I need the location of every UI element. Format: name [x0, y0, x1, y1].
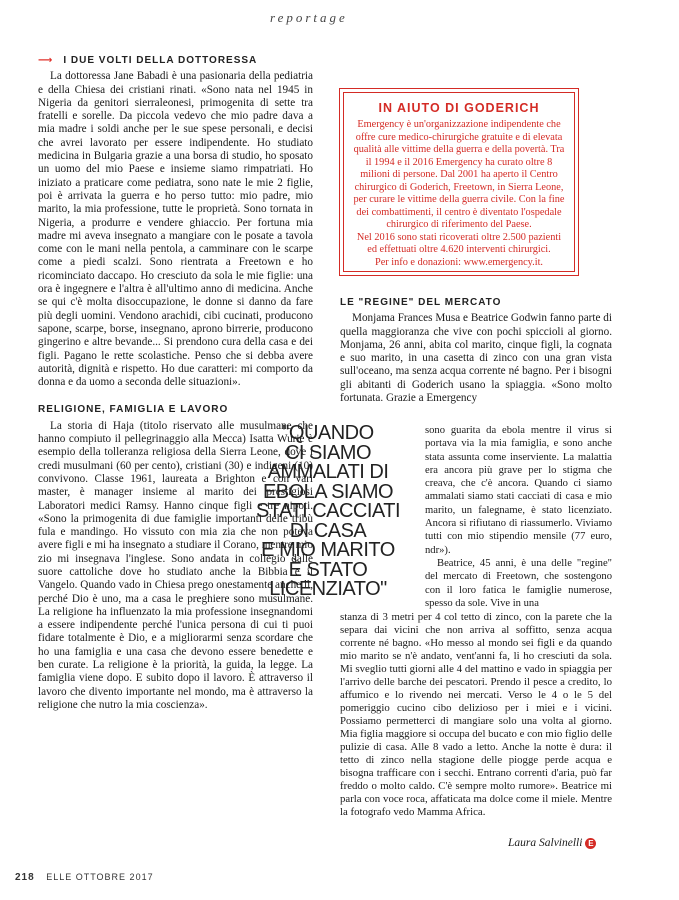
- subheading-doctor: ⟶ I DUE VOLTI DELLA DOTTORESSA: [38, 55, 258, 66]
- box-paragraph: Per info e donazioni: www.emergency.it.: [374, 256, 544, 268]
- subheading-religion: RELIGIONE, FAMIGLIA E LAVORO: [38, 404, 229, 416]
- page-number: 218: [15, 872, 35, 883]
- info-box: [343, 92, 575, 272]
- arrow-icon: ⟶: [38, 55, 54, 66]
- elle-logo-icon: E: [585, 838, 596, 849]
- byline: Laura Salvinelli E: [508, 837, 596, 849]
- pull-quote: "QUANDO CI SIAMO AMMALATI DI EBOLA SIAMO STATI CACCIATI DI CASA E MIO MARITO È STATO LICENZIATO": [255, 422, 401, 600]
- paragraph-monjama: sono guarita da ebola mentre il virus si portava via la mia famiglia, e sono anche stata assunta come inserviente. La malattia era ancora più grave per lo stigma che creava, che c'è ancora. Quando ci siamo ammalati siamo stati cacciati di casa e mio marito, un falegname, è stato licenziato. Ancora si rifiutano di riassumerlo. Viviamo tutti con mio stipendio mensile (77 euro, ndr»).: [425, 425, 612, 556]
- left-column: [38, 54, 313, 712]
- paragraph-beatrice-cont: stanza di 3 metri per 4 col tetto di zinco, con la parete che la separa dai vicini che non arriva al soffitto, senza acqua corrente né bagno. «Ho messo al mondo sei figli e da quando mio marito se n'è andato, vent'anni fa, li ho cresciuti da sola. Mi sveglio tutti giorni alle 4 del mattino e vado in spiaggia per l'arrivo delle barche dei pescatori. Prendo il pesce a credito, lo affumico e lo rivendo nei mercati. Verso le 4 o le 5 del pomeriggio cucino cibo delizioso per i miei e i vicini. Possiamo permetterci di mangiare solo una volta al giorno. Mia figlia maggiore si occupa del bucato e con mio figlio delle pulizie di casa. Alle 8 vado a letto. Anche la notte è dura: il tetto di zinco nella stagione delle piogge perde acqua e bisogna trafficare con i secchi. Entrano correnti d'aria, può far freddo o molto caldo. C'è sempre molto rumore». Beatrice mi parla con voce roca, affaticata ma dolce come il miele. Mentre la fotografo vedo Mamma Africa.: [340, 611, 612, 818]
- box-paragraph: Nel 2016 sono stati ricoverati oltre 2.500 pazienti ed effettuati oltre 4.620 interventi chirurgici.: [356, 231, 562, 255]
- paragraph-market: Monjama Frances Musa e Beatrice Godwin fanno parte di quella maggioranza che vive con pochi spiccioli al giorno. Monjama, 26 anni, abita col marito, cinque figli, la cognata e suo marito, in una casetta di zinco con una gran vista sull'oceano, ma senza acqua corrente né bagno. Per i bisogni gli abitanti di Goderich usano la spiaggia. «Sono molto fortunata. Grazie a Emergency: [340, 312, 612, 405]
- section-label: reportage: [270, 10, 348, 25]
- page-footer: [15, 872, 154, 883]
- paragraph-beatrice: Beatrice, 45 anni, è una delle "regine" del mercato di Freetown, che sostengono con il loro fatica le famiglie numerose, spesso da sole. Vive in una: [425, 557, 612, 609]
- right-column-top: [340, 296, 612, 405]
- paragraph-religion: La storia di Haja (titolo riservato alle musulmane che hanno compiuto il pellegrinaggio alla Mecca) Isatta Wurie è esempio della tolleranza religiosa della Sierra Leone, dove i credi musulmani (60 per cento), cristiani (30) e indigeni (10) convivono. Classe 1961, laureata a Brighton e con vari master, è manager insieme al marito dei prestigiosi Laboratori medici Ramsy. Hanno cinque figli e tre nipoti. «Sono la primogenita di due famiglie importanti delle tribù fula e mandingo. Ho vissuto con mia zia che non poteva avere figli e mi ha insegnato a studiare il Corano, mentre mio zio mi insegnava l'inglese. Sono andata in collegio dalle suore cattoliche dove ho studiato anche la Bibbia e il Vangelo. Quando vado in Chiesa prego onestamente anche lì, perché Dio è uno, ma a casa le preghiere sono musulmane. La religione ha influenzato la mia professione insegnandomi a essere indipendente perché l'unica persona di cui ti puoi fidare totalmente è Dio, e a migliorarmi senza scordare che ho una famiglia e una casa che devono essere benedette e ben curate. La religione è la priorità, la guida, la legge. La famiglia viene dopo. E subito dopo il lavoro. È attraverso il lavoro che divento importante nel mondo, ma è attraverso la religione che nutro la mia coscienza».: [38, 419, 313, 711]
- magazine-issue: ELLE OTTOBRE 2017: [46, 872, 154, 882]
- right-column-narrow: [425, 424, 612, 610]
- box-paragraph: Emergency è un'organizzazione indipendente che offre cure medico-chirurgiche gratuite e di elevata qualità alle vittime della guerra e della povertà. Tra il 1994 e il 2016 Emergency ha curato oltre 8 milioni di persone. Dal 2001 ha aperto il Centro chirurgico di Goderich, Freetown, in Sierra Leone, per curare le vittime della guerra civile. Con la fine dei combattimenti, il centro è diventato l'ospedale chirurgico di riferimento del Paese.: [353, 119, 565, 230]
- box-title: IN AIUTO DI GODERICH: [378, 101, 540, 115]
- right-column-bottom: [340, 611, 612, 819]
- paragraph-doctor: La dottoressa Jane Babadi è una pasionaria della pediatria e della Chiesa dei cristiani rinati. «Sono nata nel 1945 in Nigeria da genitori sierraleonesi, primogenita di sette tra fratelli e sorelle. Da piccola vedevo che mio padre dava a mia madre i soldi anche per le sue spese personali, e decisi che avrei lavorato per essere indipendente. Ho studiato medicina in Bulgaria grazie a una borsa di studio, ho sposato un uomo del mio Paese e insieme siamo rimpatriati. Ho iniziato a praticare come pediatra, sono nate le mie 2 figlie, poi è arrivata la guerra e ho perso tutto: mio padre, mio marito, la mia professione, tutte le proprietà. Sono tornata in Nigeria, a produrre e vendere ghiaccio. Per fortuna mia madre mi aveva insegnato a mangiare con le posate a tavola come con le mani nella pentola, a camminare con le scarpe come a piedi scalzi. Sono rientrata a Freetown e ho ricominciato daccapo. Ho cresciuto da sola le mie figlie: una ora è ingegnere e l'altra è all'ultimo anno di medicina. Anche se qui c'è molta disoccupazione, le donne si danno da fare più degli uomini. Vendono arachidi, cibi cucinati, producono sapone, scarpe, borse, insegnano, aprono birrerie, producono gingerino e altre bevande... Si prendono cura della casa e dei figli. Pagano le rette scolastiche. Penso che si debba avere autorità, dignità e rispetto. Ho due caratteri: mi comporto da donna e da uomo a seconda delle situazioni».: [38, 70, 313, 389]
- subheading-market: LE "REGINE" DEL MERCATO: [340, 297, 502, 308]
